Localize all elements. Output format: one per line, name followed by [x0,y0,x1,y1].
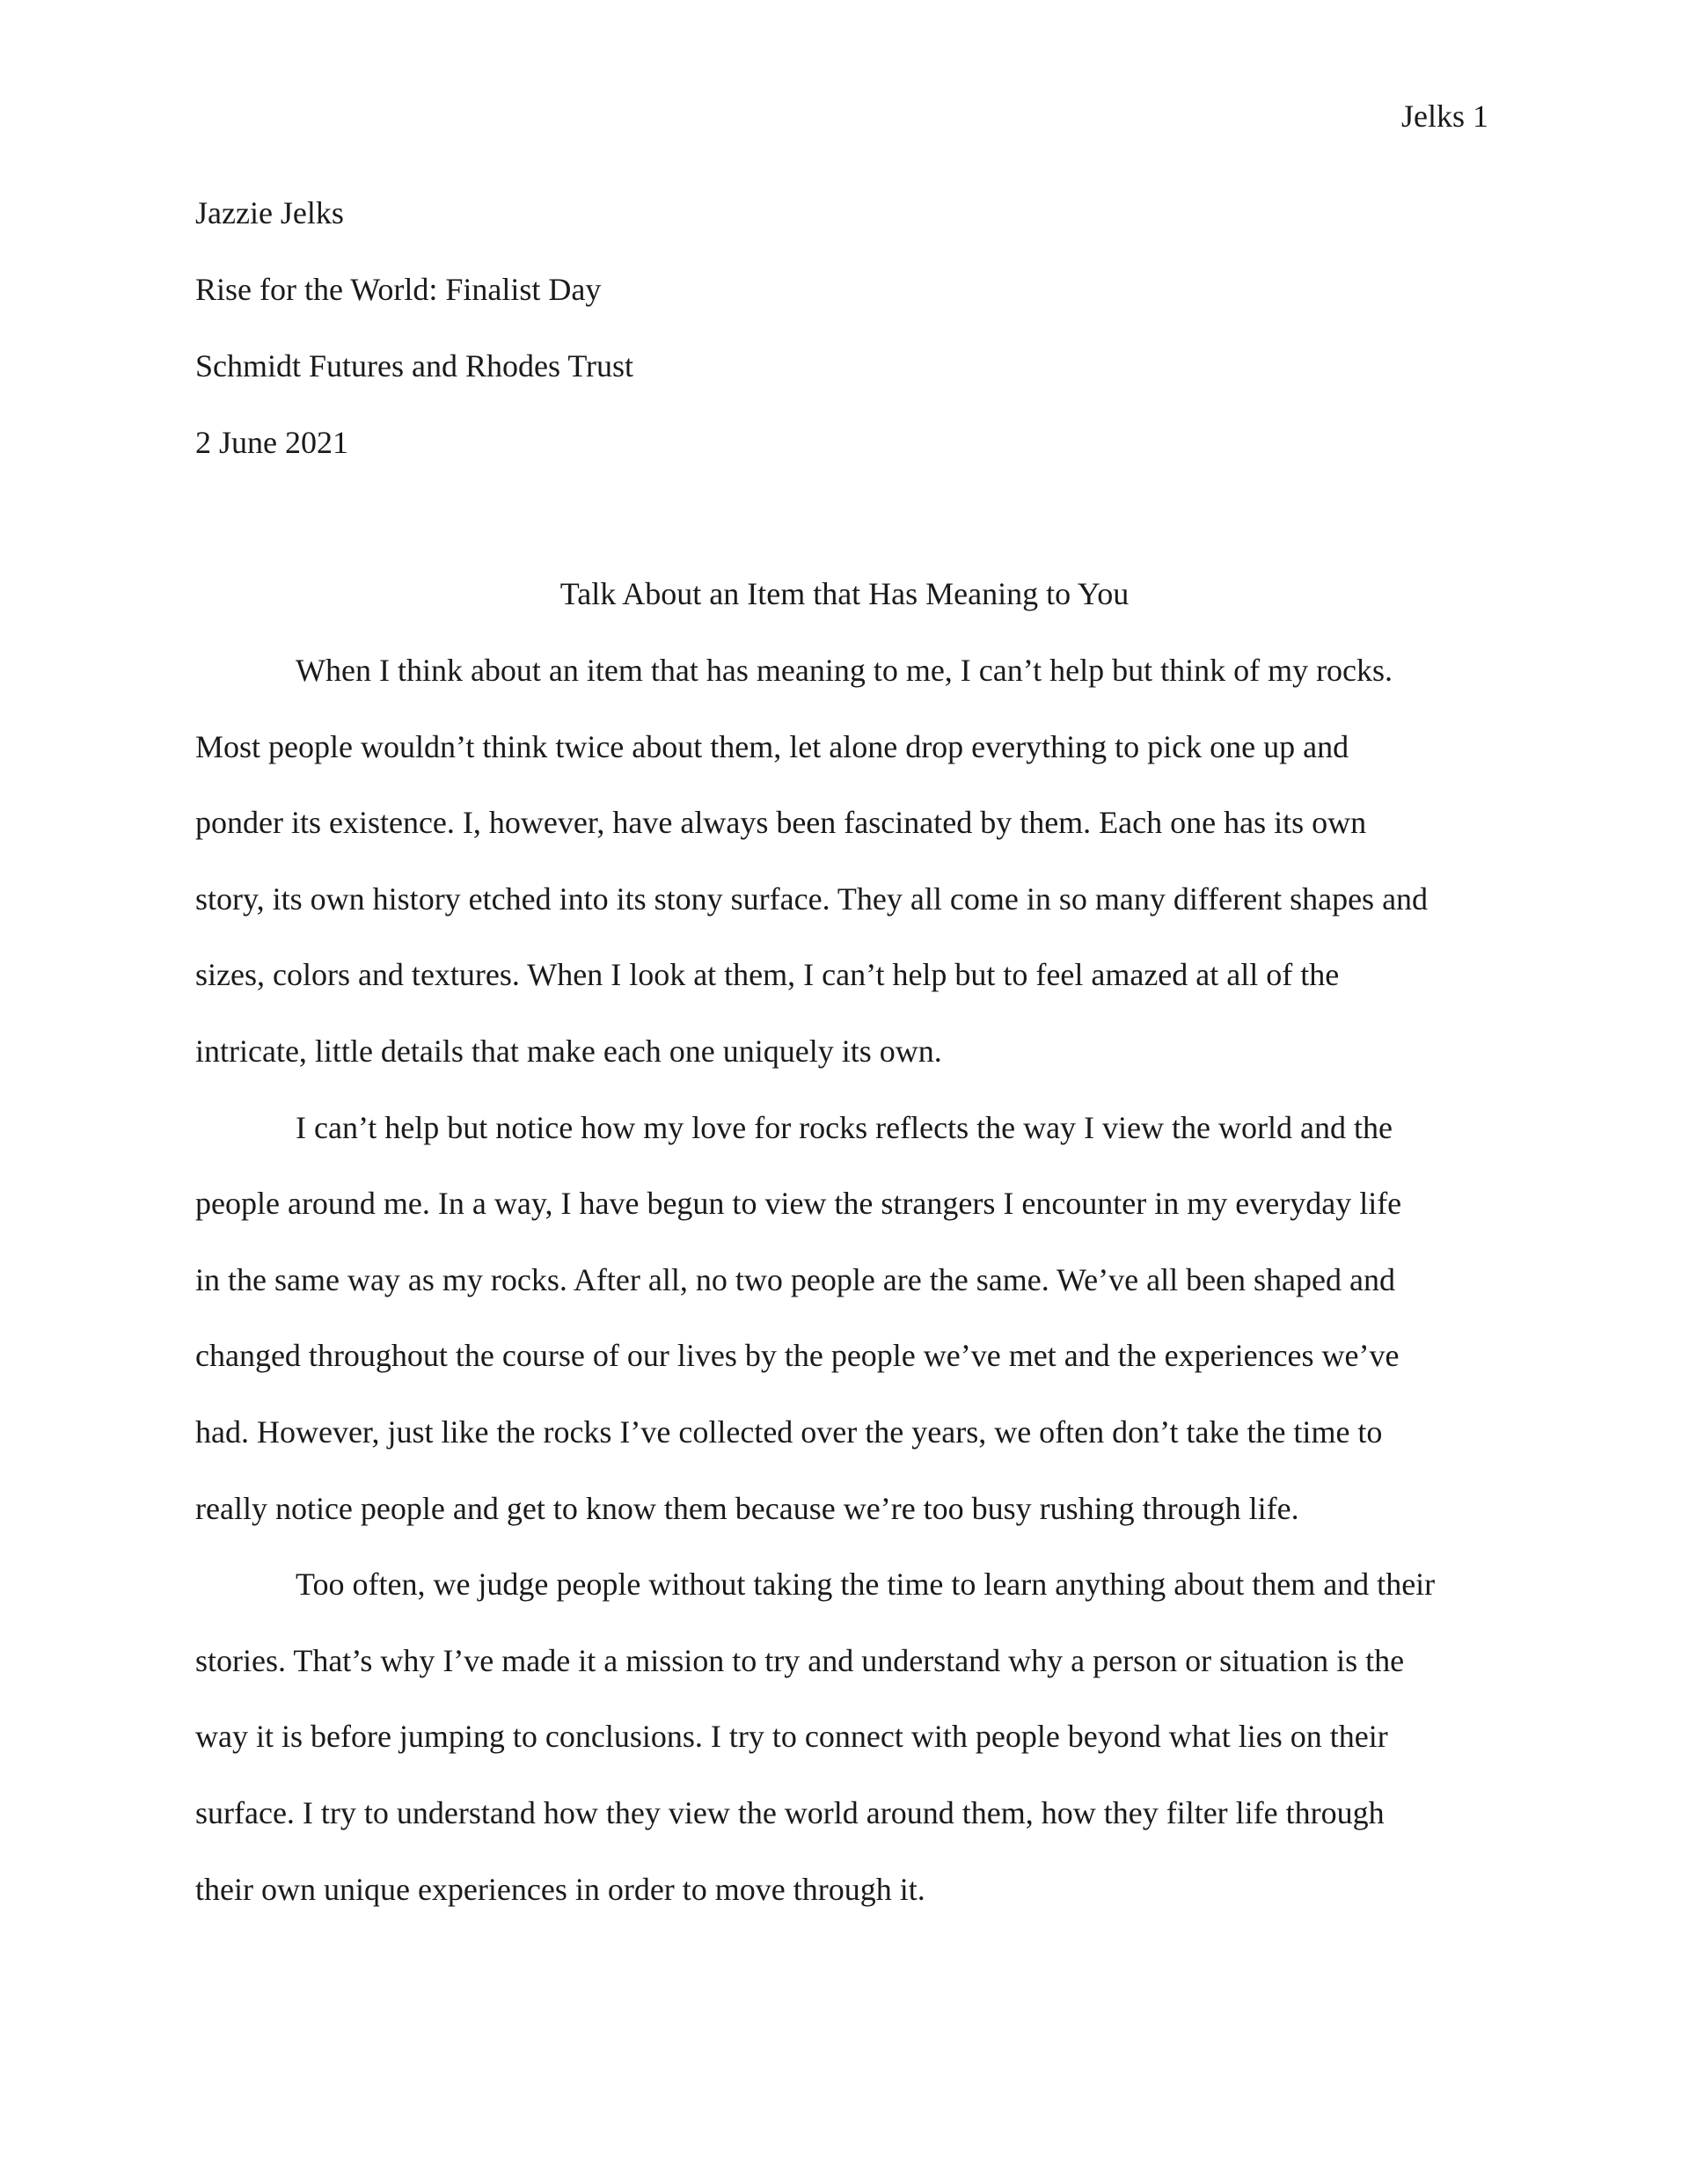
paragraph-line: stories. That’s why I’ve made it a mission to try and understand why a person or situation is the [195,1642,1405,1678]
paragraph-line: sizes, colors and textures. When I look at them, I can’t help but to feel amazed at all of the [195,957,1340,993]
paragraph-line: really notice people and get to know them because we’re too busy rushing through life. [195,1490,1299,1526]
paragraph-line: way it is before jumping to conclusions. I try to connect with people beyond what lies on their [195,1719,1388,1755]
paragraph-line: changed throughout the course of our lives by the people we’ve met and the experiences we’ve [195,1338,1400,1374]
paragraph-line: intricate, little details that make each one uniquely its own. [195,1033,942,1069]
paragraph-line: ponder its existence. I, however, have always been fascinated by them. Each one has its own [195,805,1367,841]
paragraph-line: story, its own history etched into its stony surface. They all come in so many different shapes and [195,880,1429,917]
mla-heading-block [195,194,633,500]
paragraph-line: surface. I try to understand how they view the world around them, how they filter life through [195,1794,1385,1830]
paragraph-line: their own unique experiences in order to move through it. [195,1871,925,1907]
essay-title: Talk About an Item that Has Meaning to You [559,576,1130,611]
paragraph-line: had. However, just like the rocks I’ve collected over the years, we often don’t take the time to [195,1413,1383,1450]
paragraph-line: When I think about an item that has meaning to me, I can’t help but think of my rocks. [296,653,1393,688]
paragraph-line: Too often, we judge people without taking the time to learn anything about them and their [296,1567,1436,1603]
paragraph [195,1108,1497,1566]
paragraph-line: Most people wouldn’t think twice about them, let alone drop everything to pick one up and [195,728,1349,764]
course-name: Rise for the World: Finalist Day [195,272,602,307]
author-name: Jazzie Jelks [195,195,344,230]
document-date: 2 June 2021 [195,425,348,460]
paragraph [195,651,1497,1108]
paragraph [195,1565,1497,1946]
instructor-name: Schmidt Futures and Rhodes Trust [195,348,634,383]
paragraph-line: in the same way as my rocks. After all, no two people are the same. We’ve all been shaped and [195,1261,1395,1297]
running-header-page-number: Jelks 1 [1401,99,1488,134]
paragraph-line: I can’t help but notice how my love for rocks reflects the way I view the world and the [296,1109,1393,1145]
paragraph-line: people around me. In a way, I have begun to view the strangers I encounter in my everyday life [195,1186,1402,1222]
essay-body [195,651,1497,1946]
